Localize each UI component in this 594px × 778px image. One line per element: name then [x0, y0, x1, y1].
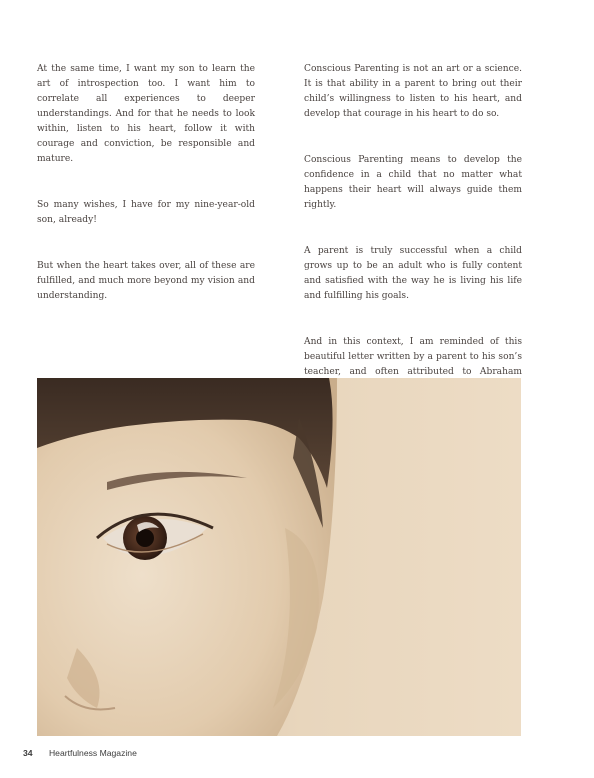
- paragraph: A parent is truly successful when a child grows up to be an adult who is fully content and satisfied with the way he is living his life and fulfilling his goals.: [304, 246, 522, 301]
- magazine-name: Heartfulness Magazine: [48, 748, 137, 758]
- page-number: 34: [23, 748, 33, 758]
- page-footer: [23, 748, 137, 758]
- paragraph: But when the heart takes over, all of these are fulfilled, and much more beyond my vision and understanding.: [37, 261, 255, 301]
- paragraph: Conscious Parenting means to develop the confidence in a child that no matter what happens their heart will always guide them rightly.: [304, 155, 522, 210]
- paragraph: Conscious Parenting is not an art or a science. It is that ability in a parent to bring out their child’s willingness to listen to his heart, and develop that courage in his heart to do so.: [304, 64, 522, 119]
- article-right-column: [304, 62, 522, 426]
- paragraph: At the same time, I want my son to learn the art of introspection too. I want him to correlate all experiences to deeper understandings. And for that he needs to look within, listen to his heart, follow it with courage and conviction, be responsible and mature.: [37, 64, 255, 164]
- article-left-column: [37, 62, 255, 335]
- paragraph: And in this context, I am reminded of this beautiful letter written by a parent to his son’s teacher, and often attributed to Abraham: [304, 337, 522, 377]
- boy-face-photo: [37, 378, 521, 736]
- paragraph: So many wishes, I have for my nine-year-old son, already!: [37, 200, 255, 225]
